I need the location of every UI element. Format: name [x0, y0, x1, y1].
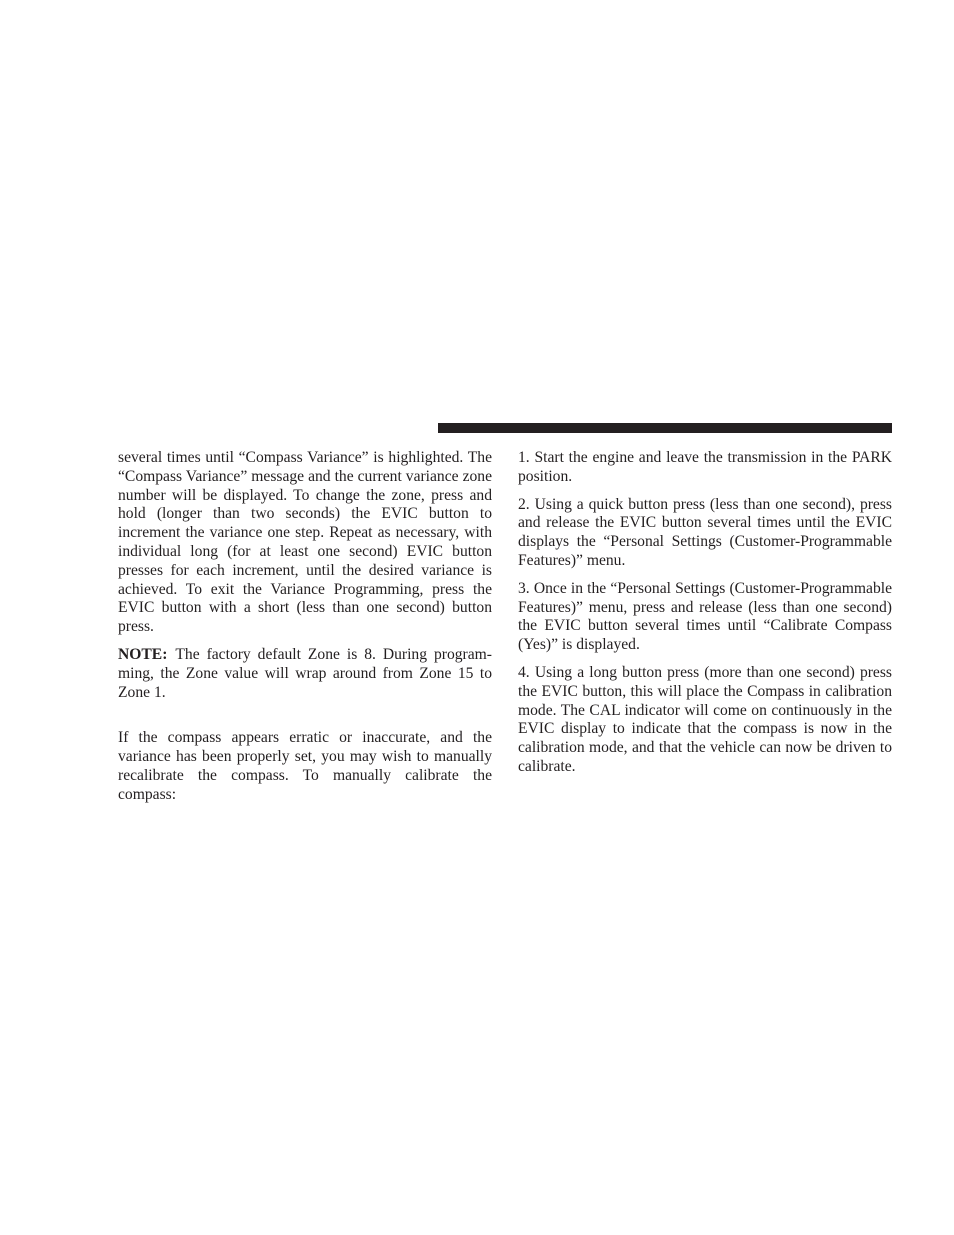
right-column: [518, 449, 892, 786]
note-text: The factory default Zone is 8. During programming, the Zone value will wrap around from Zone 15 to Zone 1.: [118, 645, 492, 701]
header-rule: [438, 423, 892, 433]
step-4: 4. Using a long button press (more than one second) press the EVIC button, this will place the Compass in calibration mode. The CAL indicator will come on continuously in the EVIC display to indicate that the compass is now in the calibration mode, and that the vehicle can now be driven to calibrate.: [518, 663, 892, 775]
note-label: NOTE:: [118, 645, 168, 663]
calibration-intro-paragraph: If the compass appears erratic or inaccurate, and the variance has been properly set, you may wish to manually recalibrate the compass. To manually calibrate the compass:: [118, 729, 492, 803]
variance-paragraph: several times until “Compass Variance” is highlighted. The “Compass Variance” message and the current variance zone number will be displayed. To change the zone, press and hold (longer than two seconds) the EVIC button to increment the variance one step. Repeat as necessary, with individual long (for at least one second) EVIC button presses for each increment, until the desired variance is achieved. To exit the Variance Programming, press the EVIC button with a short (less than one second) button press.: [118, 449, 492, 636]
step-3: 3. Once in the “Personal Settings (Customer-Programmable Features)” menu, press and release (less than one second) the EVIC button several times until “Calibrate Compass (Yes)” is displayed.: [518, 579, 892, 654]
step-2: 2. Using a quick button press (less than one second), press and release the EVIC button several times until the EVIC displays the “Personal Settings (Customer-Programmable Features)” menu.: [518, 495, 892, 569]
note-paragraph: [118, 646, 492, 702]
left-column: [118, 449, 492, 814]
step-1: 1. Start the engine and leave the transmission in the PARK position.: [518, 449, 892, 485]
